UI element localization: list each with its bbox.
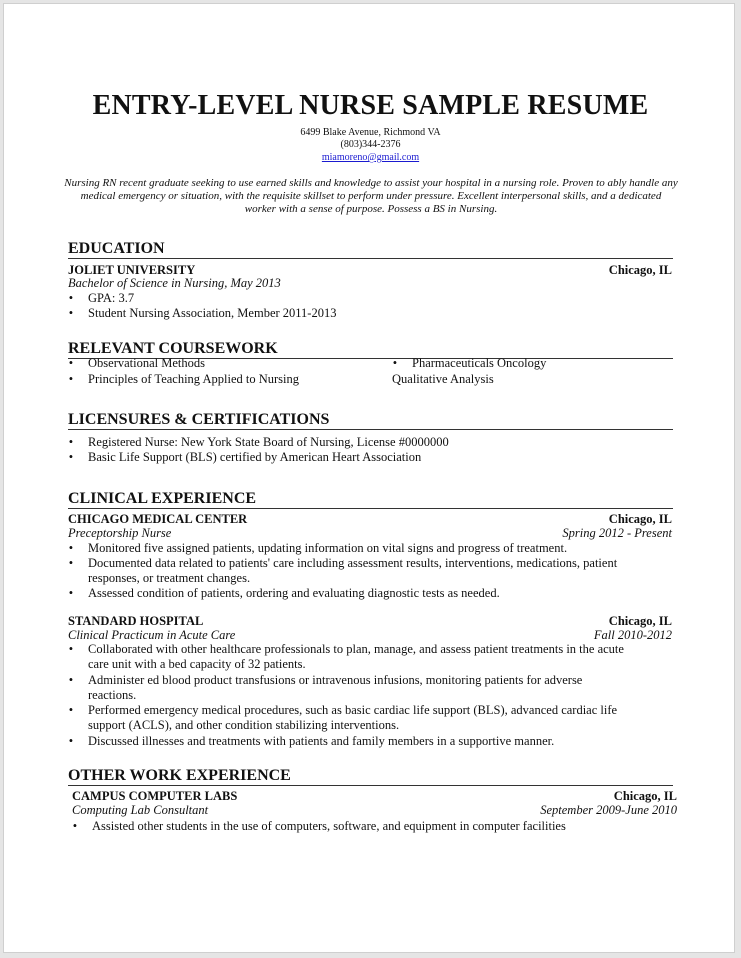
section-heading-licensures: LICENSURES & CERTIFICATIONS	[68, 411, 673, 430]
job-dates: Spring 2012 - Present	[562, 526, 672, 540]
employer-location: Chicago, IL	[608, 512, 672, 526]
job-title: Computing Lab Consultant	[72, 803, 209, 817]
bullet-icon: •	[68, 586, 74, 600]
employer-name: CAMPUS COMPUTER LABS	[72, 789, 238, 803]
degree: Bachelor of Science in Nursing, May 2013	[68, 276, 281, 290]
bullet-icon: •	[68, 291, 74, 305]
job-title: Clinical Practicum in Acute Care	[68, 628, 236, 642]
bullet-icon: •	[68, 450, 74, 464]
bullet-icon: •	[68, 356, 74, 370]
bullet-icon: •	[68, 372, 74, 386]
bullet-icon: •	[392, 356, 398, 370]
bullet-icon: •	[68, 673, 74, 687]
bullet-icon: •	[68, 734, 74, 748]
employer-name: STANDARD HOSPITAL	[68, 614, 204, 628]
job-title: Preceptorship Nurse	[68, 526, 172, 540]
phone: (803)344-2376	[340, 139, 401, 150]
school-location: Chicago, IL	[608, 263, 672, 277]
bullet-icon: •	[72, 819, 78, 833]
summary: Nursing RN recent graduate seeking to use earned skills and knowledge to assist your hospital in a nursing role. Proven to ably handle any medical emergency or situation, with the requisite skillset to perform under pressure. Excellent interpersonal skills, and a dedicated worker with a sense of purpose. Possess a BS in Nursing.	[64, 177, 678, 215]
list-item-continuation: Qualitative Analysis	[392, 372, 494, 386]
address: 6499 Blake Avenue, Richmond VA	[300, 127, 441, 138]
employer-location: Chicago, IL	[608, 614, 672, 628]
bullet-icon: •	[68, 556, 74, 570]
employer-location: Chicago, IL	[613, 789, 677, 803]
school-name: JOLIET UNIVERSITY	[68, 263, 196, 277]
employer-name: CHICAGO MEDICAL CENTER	[68, 512, 248, 526]
job-dates: Fall 2010-2012	[593, 628, 672, 642]
resume-title: ENTRY-LEVEL NURSE SAMPLE RESUME	[92, 90, 649, 121]
email-link[interactable]: miamoreno@gmail.com	[321, 152, 420, 163]
section-heading-education: EDUCATION	[68, 240, 673, 259]
section-heading-other-work: OTHER WORK EXPERIENCE	[68, 767, 673, 786]
job-dates: September 2009-June 2010	[540, 803, 677, 817]
bullet-icon: •	[68, 642, 74, 656]
bullet-icon: •	[68, 541, 74, 555]
bullet-icon: •	[68, 435, 74, 449]
bullet-icon: •	[68, 703, 74, 717]
bullet-icon: •	[68, 306, 74, 320]
section-heading-clinical: CLINICAL EXPERIENCE	[68, 490, 673, 509]
section-heading-coursework: RELEVANT COURSEWORK	[68, 340, 673, 359]
